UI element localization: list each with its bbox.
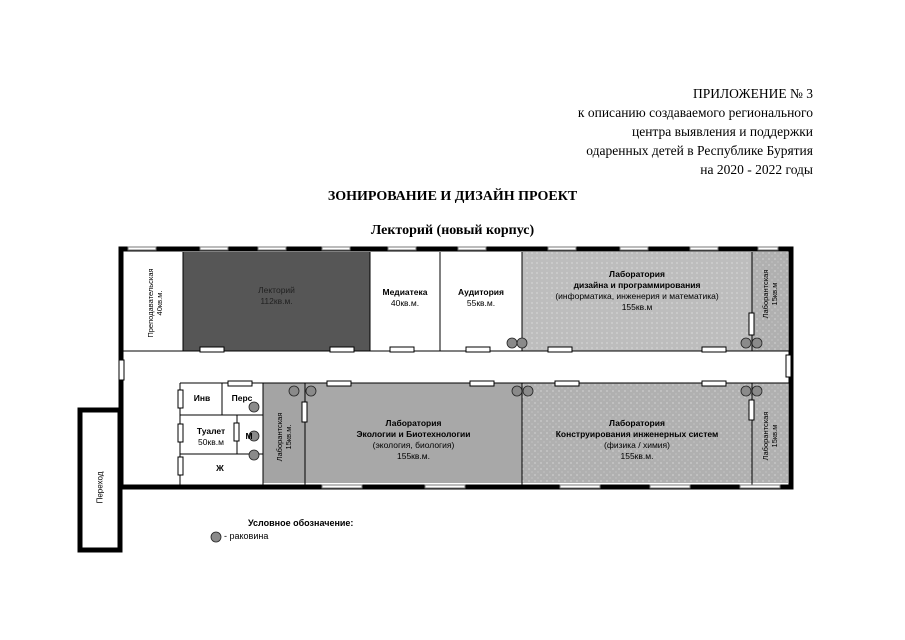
lab-eng-label: Лаборатория Конструирования инженерных систем (физика / химия) 155кв.м.	[555, 418, 719, 461]
lab-small-left-label: Лаборантская 15кв.м.	[275, 412, 293, 462]
lab-small-right-label: Лаборантская 15кв.м	[761, 411, 779, 461]
appendix-line-4: на 2020 - 2022 годы	[700, 162, 813, 177]
auditorium-label: Аудитория 55кв.м.	[458, 287, 504, 308]
page-title: ЗОНИРОВАНИЕ И ДИЗАЙН ПРОЕКТ	[327, 189, 578, 204]
lab-design-label: Лаборатория дизайна и программирования (информатика, инженерия и математика) 155кв.м	[555, 269, 719, 312]
plan-subtitle: Лекторий (новый корпус)	[370, 223, 535, 238]
women-toilet-label: Ж	[216, 463, 224, 473]
staff-room-label: Перс	[231, 393, 253, 403]
legend-sink-text: - раковина	[224, 531, 269, 541]
appendix-line-1: к описанию создаваемого регионального	[577, 105, 813, 120]
appendix-number: ПРИЛОЖЕНИЕ № 3	[692, 86, 813, 101]
toilet-label: Туалет 50кв.м	[196, 426, 226, 447]
inventory-room-label: Инв	[193, 393, 211, 403]
appendix-line-3: одаренных детей в Республике Бурятия	[586, 143, 813, 158]
legend-title: Условное обозначение:	[248, 518, 354, 528]
lab-eco-label: Лаборатория Экологии и Биотехнологии (экология, биология) 155кв.м.	[356, 418, 471, 461]
men-toilet-label: М	[245, 431, 253, 441]
lecture-hall-label: Лекторий 112кв.м.	[258, 285, 295, 306]
teacher-room-label: Преподавательская 40кв.м.	[146, 268, 164, 338]
appendix-line-2: центра выявления и поддержки	[631, 124, 813, 139]
media-room-label: Медиатека 40кв.м.	[382, 287, 428, 308]
lab-small-top-label: Лаборантская 15кв.м	[761, 269, 779, 319]
passage-label: Переход	[95, 471, 105, 504]
